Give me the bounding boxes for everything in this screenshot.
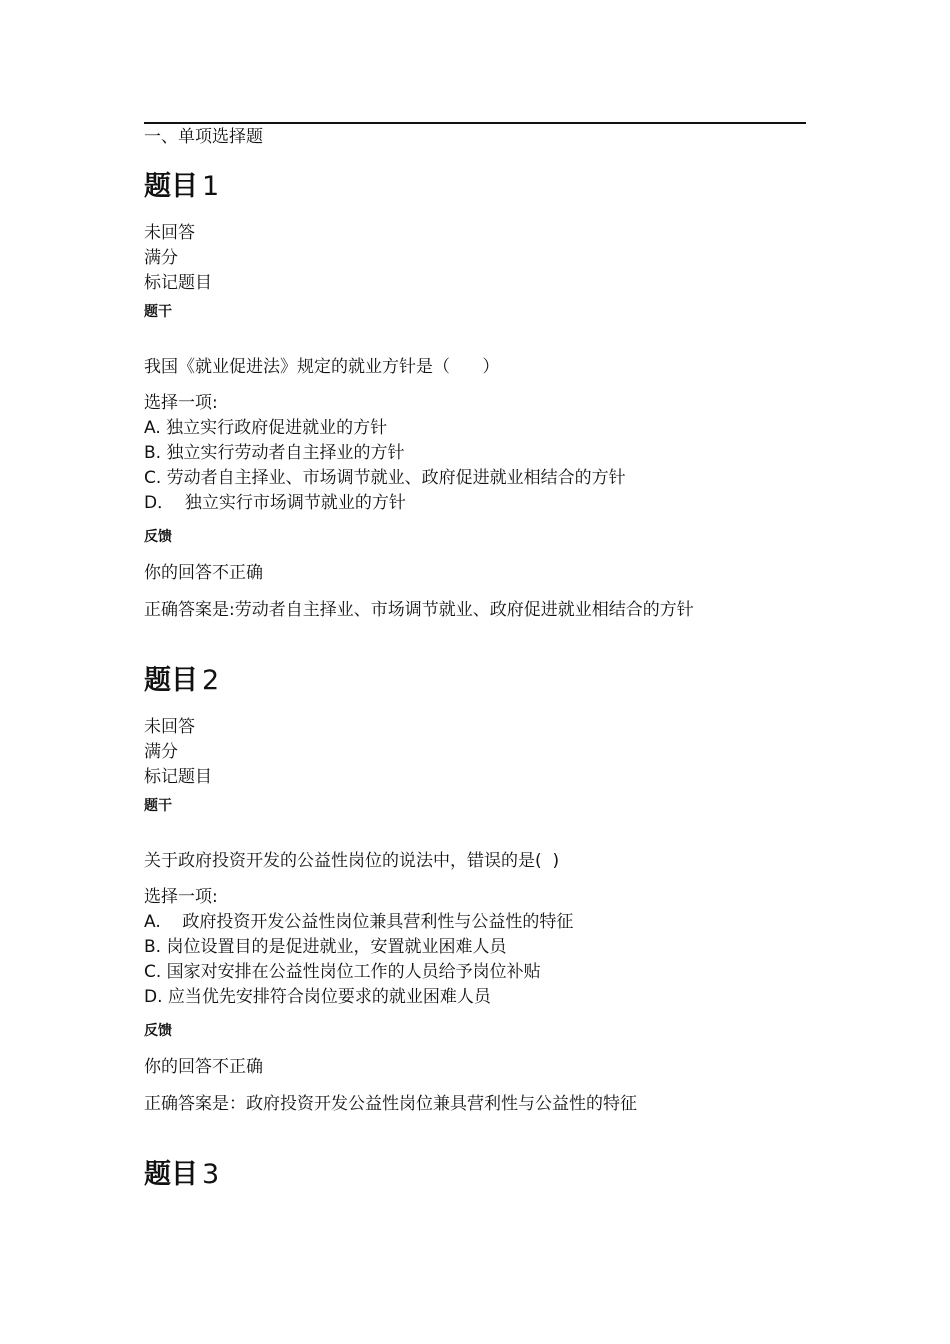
flag-question-link[interactable]: 标记题目 [144,767,212,787]
top-divider [144,122,806,124]
question-number: 2 [202,665,220,696]
choose-one-label: 选择一项: [144,393,218,413]
question-stem: 我国《就业促进法》规定的就业方针是（ ） [144,357,500,377]
option-b[interactable]: B. 岗位设置目的是促进就业，安置就业困难人员 [144,937,507,957]
option-c[interactable]: C. 劳动者自主择业、市场调节就业、政府促进就业相结合的方针 [144,468,626,488]
question-status: 未回答 [144,717,195,737]
choose-one-label: 选择一项: [144,887,218,907]
question-stem: 关于政府投资开发的公益性岗位的说法中，错误的是( ) [144,851,560,871]
option-d[interactable]: D. 应当优先安排符合岗位要求的就业困难人员 [144,987,491,1007]
section-title: 一、单项选择题 [144,127,263,147]
question-title [144,170,806,204]
question-block-1 [144,170,806,622]
question-title-word: 题目 [144,171,198,202]
question-score: 满分 [144,248,178,268]
feedback-label: 反馈 [144,1023,172,1039]
question-number: 1 [202,171,220,202]
stem-label: 题干 [144,798,172,814]
question-number: 3 [202,1159,220,1190]
question-title-word: 题目 [144,1159,198,1190]
question-title [144,1158,806,1192]
correct-answer: 正确答案是：政府投资开发公益性岗位兼具营利性与公益性的特征 [144,1094,637,1114]
question-title-word: 题目 [144,665,198,696]
feedback-text: 你的回答不正确 [144,563,263,583]
feedback-label: 反馈 [144,529,172,545]
option-a[interactable]: A. 独立实行政府促进就业的方针 [144,418,388,438]
question-title [144,664,806,698]
feedback-text: 你的回答不正确 [144,1057,263,1077]
flag-question-link[interactable]: 标记题目 [144,273,212,293]
question-status: 未回答 [144,223,195,243]
option-a[interactable]: A. 政府投资开发公益性岗位兼具营利性与公益性的特征 [144,912,574,932]
question-block-3 [144,1158,806,1192]
question-block-2 [144,664,806,1116]
stem-label: 题干 [144,304,172,320]
option-c[interactable]: C. 国家对安排在公益性岗位工作的人员给予岗位补贴 [144,962,541,982]
correct-answer: 正确答案是:劳动者自主择业、市场调节就业、政府促进就业相结合的方针 [144,600,694,620]
option-d[interactable]: D． 独立实行市场调节就业的方针 [144,493,406,513]
option-b[interactable]: B. 独立实行劳动者自主择业的方针 [144,443,405,463]
question-score: 满分 [144,742,178,762]
